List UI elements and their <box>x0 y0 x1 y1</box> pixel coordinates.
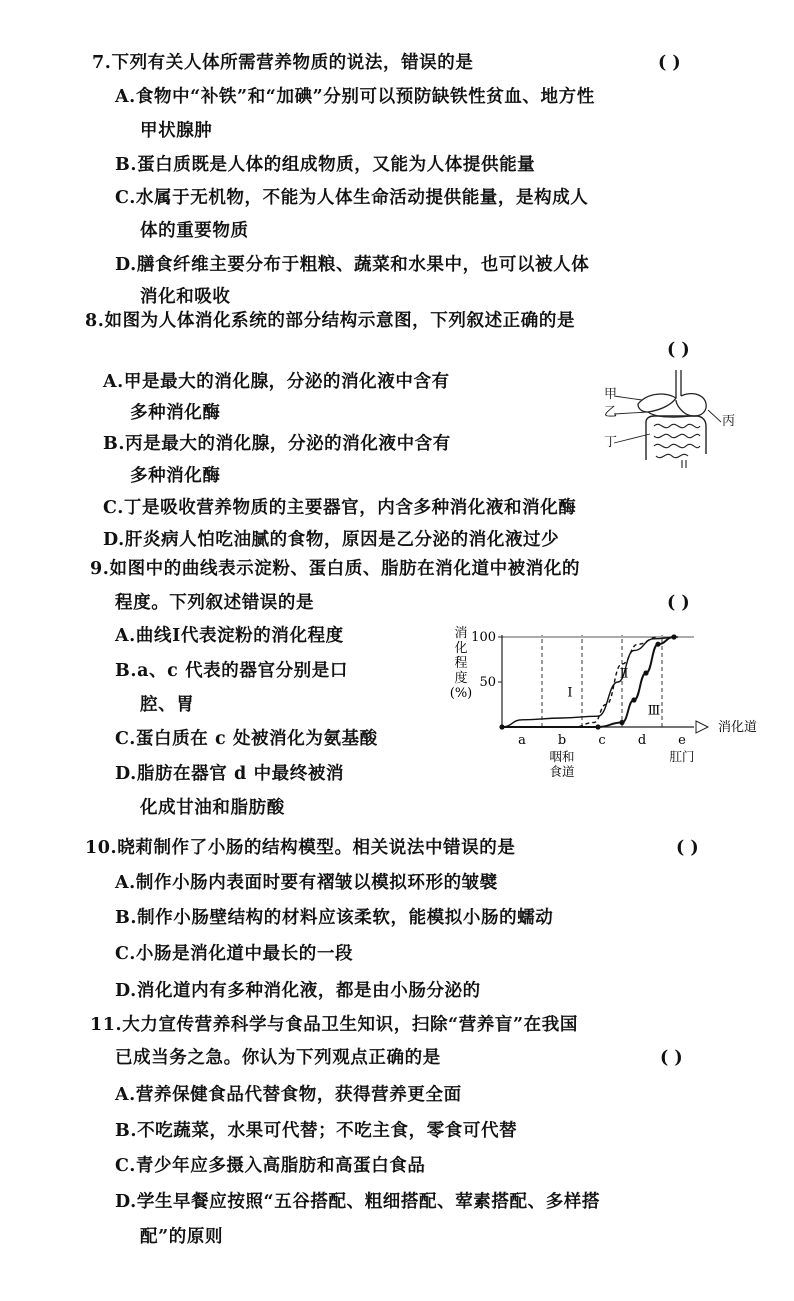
q7-option-c: C.水属于无机物，不能为人体生命活动提供能量，是构成人 <box>115 188 589 208</box>
figure-label-yi: 乙 <box>604 405 618 420</box>
q10-option-b: B.制作小肠壁结构的材料应该柔软，能模拟小肠的蠕动 <box>115 908 554 928</box>
q10-option-c: C.小肠是消化道中最长的一段 <box>115 944 354 964</box>
curve-3-point <box>655 642 660 647</box>
q8-option-a: A.甲是最大的消化腺，分泌的消化液中含有 <box>103 372 450 392</box>
x-tick-label-c: c <box>598 733 606 748</box>
q8-option-b: B.丙是最大的消化腺，分泌的消化液中含有 <box>103 434 451 454</box>
x-note-e: 肛门 <box>669 749 695 764</box>
q11-answer-paren: ( ) <box>660 1048 683 1068</box>
curve-3-point <box>671 634 676 639</box>
q8-answer-paren: ( ) <box>667 340 690 360</box>
q11-option-c: C.青少年应多摄入高脂肪和高蛋白食品 <box>115 1156 426 1176</box>
q7-option-b: B.蛋白质既是人体的组成物质，又能为人体提供能量 <box>115 155 536 175</box>
q9-stem-cont: 程度。下列叙述错误的是 <box>115 593 315 613</box>
digestion-curve-chart <box>445 625 758 785</box>
figure-label-jia: 甲 <box>604 387 618 402</box>
curve-label-3: Ⅲ <box>647 703 661 719</box>
q7-option-d: D.膳食纤维主要分布于粗粮、蔬菜和水果中，也可以被人体 <box>115 255 590 275</box>
q9-option-c: C.蛋白质在 c 处被消化为氨基酸 <box>115 729 378 749</box>
x-tick-label-b: b <box>557 733 567 748</box>
q10-answer-paren: ( ) <box>676 838 699 858</box>
q11-option-b: B.不吃蔬菜，水果可代替；不吃主食，零食可代替 <box>115 1121 518 1141</box>
q9-option-a: A.曲线Ⅰ代表淀粉的消化程度 <box>115 626 344 646</box>
curve-3-point <box>595 724 600 729</box>
x-note-b: 咽和食道 <box>549 749 575 779</box>
y-tick-label-100: 100 <box>471 630 496 645</box>
q11-option-d: D.学生早餐应按照“五谷搭配、粗细搭配、荤素搭配、多样搭 <box>115 1192 601 1212</box>
q7-answer-paren: ( ) <box>658 53 681 73</box>
x-tick-label-e: e <box>678 733 686 748</box>
q8-option-a-cont: 多种消化酶 <box>130 403 221 423</box>
q7-stem: 7.下列有关人体所需营养物质的说法，错误的是 <box>92 53 474 73</box>
q9-stem: 9.如图中的曲线表示淀粉、蛋白质、脂肪在消化道中被消化的 <box>90 559 581 579</box>
y-tick-label-50: 50 <box>479 675 496 690</box>
q7-option-d-cont: 消化和吸收 <box>140 287 231 307</box>
q9-option-b: B.a、c 代表的器官分别是口 <box>115 661 348 681</box>
curve-label-1: Ⅰ <box>567 685 573 701</box>
figure-label-ding: 丁 <box>604 435 618 450</box>
curve-3-point <box>499 724 504 729</box>
q9-answer-paren: ( ) <box>667 593 690 613</box>
q10-stem: 10.晓莉制作了小肠的结构模型。相关说法中错误的是 <box>85 838 516 858</box>
q10-option-a: A.制作小肠内表面时要有褶皱以模拟环形的皱襞 <box>115 873 498 893</box>
y-axis-label: 消化程度(%) <box>449 626 473 701</box>
q10-option-d: D.消化道内有多种消化液，都是由小肠分泌的 <box>115 981 481 1001</box>
q9-option-d: D.脂肪在器官 d 中最终被消 <box>115 764 345 784</box>
q8-option-b-cont: 多种消化酶 <box>130 466 221 486</box>
x-axis-label: 消化道 <box>718 720 758 735</box>
q11-stem: 11.大力宣传营养科学与食品卫生知识，扫除“营养盲”在我国 <box>90 1015 578 1035</box>
q8-stem: 8.如图为人体消化系统的部分结构示意图，下列叙述正确的是 <box>85 311 576 331</box>
q9-option-b-cont: 腔、胃 <box>140 695 195 715</box>
x-tick-label-a: a <box>518 733 526 748</box>
q7-option-a: A.食物中“补铁”和“加碘”分别可以预防缺铁性贫血、地方性 <box>115 87 595 107</box>
q9-option-d-cont: 化成甘油和脂肪酸 <box>140 798 285 818</box>
x-tick-label-d: d <box>637 733 647 748</box>
q11-option-d-cont: 配”的原则 <box>140 1227 224 1247</box>
curve-3-point <box>631 697 636 702</box>
q7-option-c-cont: 体的重要物质 <box>140 221 249 241</box>
figure-label-bing: 丙 <box>722 414 736 429</box>
q7-option-a-cont: 甲状腺肿 <box>140 121 213 141</box>
x-axis-arrow <box>696 721 708 733</box>
q8-option-c: C.丁是吸收营养物质的主要器官，内含多种消化液和消化酶 <box>103 498 577 518</box>
q11-option-a: A.营养保健食品代替食物，获得营养更全面 <box>115 1085 462 1105</box>
q8-option-d: D.肝炎病人怕吃油腻的食物，原因是乙分泌的消化液过少 <box>103 530 560 550</box>
q11-stem-cont: 已成当务之急。你认为下列观点正确的是 <box>115 1048 441 1068</box>
curve-3-point <box>643 670 648 675</box>
curve-3-point <box>619 720 624 725</box>
curve-label-2: Ⅱ <box>619 666 629 682</box>
